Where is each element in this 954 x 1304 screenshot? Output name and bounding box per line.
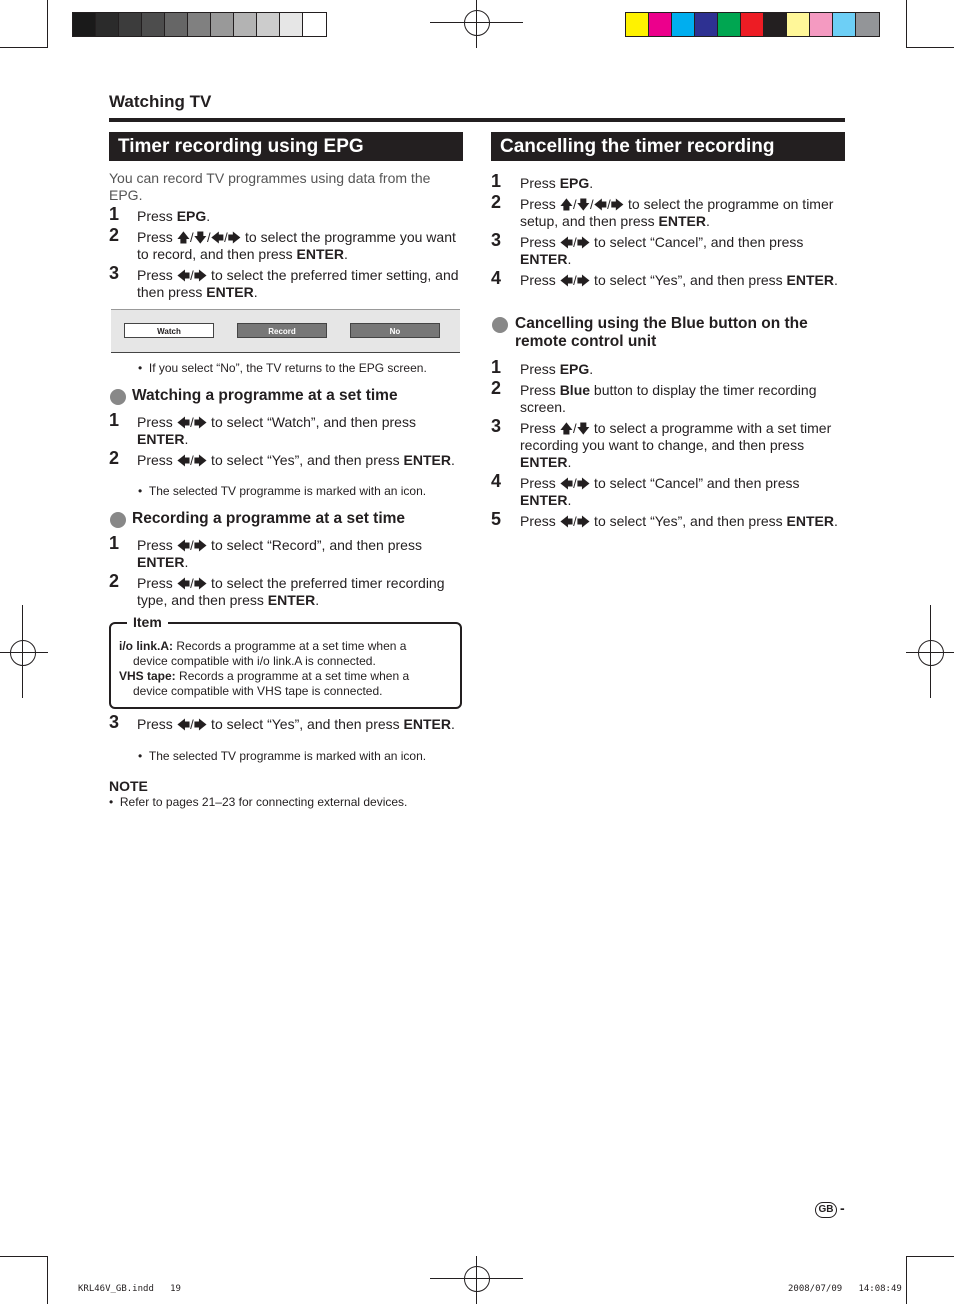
item-box-title: Item: [127, 613, 168, 631]
step-text: Press 🡄/🡆 to select the preferred timer recording type, and then press ENTER.: [137, 575, 445, 608]
crop-mark: [0, 1256, 48, 1257]
crop-mark: [476, 0, 477, 48]
arrow-keys-icon: 🡄/🡆: [559, 273, 591, 288]
color-swatch: [119, 13, 142, 36]
step-text: Press EPG.: [520, 175, 594, 191]
step-number: 1: [109, 204, 120, 224]
step-text: Press Blue button to display the timer recording screen.: [520, 382, 817, 415]
subheading-record: Recording a programme at a set time: [132, 510, 406, 527]
bullet-circle-icon: [110, 512, 126, 528]
crop-mark: [47, 1256, 48, 1304]
step-number: 1: [109, 410, 120, 430]
color-swatch: [626, 13, 649, 36]
step-number: 2: [109, 448, 120, 468]
section-label: Watching TV: [109, 92, 212, 111]
step-number: 1: [491, 171, 502, 191]
crop-mark: [0, 47, 48, 48]
footer-file: KRL46V_GB.indd 19: [78, 1284, 181, 1294]
step-number: 3: [109, 263, 120, 283]
intro-text: You can record TV programmes using data from the EPG.: [109, 170, 431, 203]
color-swatch: [810, 13, 833, 36]
step-number: 3: [491, 230, 502, 250]
color-swatch: [96, 13, 119, 36]
color-swatch: [856, 13, 879, 36]
step-text: Press EPG.: [137, 208, 211, 224]
step-number: 2: [109, 571, 120, 591]
color-swatch: [234, 13, 257, 36]
registration-mark-icon: [918, 640, 944, 666]
arrow-keys-icon: 🡅/🡇: [559, 421, 591, 436]
page-dash: -: [840, 1200, 845, 1216]
item-entry-cont: device compatible with i/o link.A is connected.: [133, 654, 376, 668]
step-number: 3: [109, 712, 120, 732]
heading-timer-recording: Timer recording using EPG: [109, 132, 463, 161]
step-text: Press 🡄/🡆 to select “Cancel”, and then press ENTER.: [520, 234, 804, 267]
step-number: 5: [491, 509, 502, 529]
arrow-keys-icon: 🡅/🡇/🡄/🡆: [559, 197, 625, 212]
step-number: 2: [109, 225, 120, 245]
grayscale-calibration-bar: [72, 12, 327, 37]
item-entry: VHS tape: Records a programme at a set time when a: [119, 669, 410, 683]
registration-mark-icon: [464, 1266, 490, 1292]
bullet-circle-icon: [492, 317, 508, 333]
color-swatch: [257, 13, 280, 36]
arrow-keys-icon: 🡄/🡆: [176, 538, 208, 553]
step-text: Press 🡄/🡆 to select “Watch”, and then press ENTER.: [137, 414, 416, 447]
section-rule: [109, 118, 845, 122]
crop-mark: [906, 0, 907, 48]
arrow-keys-icon: 🡄/🡆: [176, 453, 208, 468]
color-swatch: [833, 13, 856, 36]
step-text: Press 🡄/🡆 to select “Yes”, and then press ENTER.: [137, 452, 455, 468]
subheading-blue-button: Cancelling using the Blue button on the remote control unit: [515, 315, 808, 350]
step-text: Press 🡄/🡆 to select “Yes”, and then press ENTER.: [137, 716, 455, 732]
arrow-keys-icon: 🡄/🡆: [176, 576, 208, 591]
color-swatch: [188, 13, 211, 36]
color-swatch: [142, 13, 165, 36]
color-swatch: [303, 13, 326, 36]
crop-mark: [906, 1256, 954, 1257]
bullet-note: • If you select “No”, the TV returns to the EPG screen.: [138, 361, 427, 375]
crop-mark: [47, 0, 48, 48]
arrow-keys-icon: 🡄/🡆: [176, 268, 208, 283]
record-option[interactable]: Record: [237, 323, 327, 338]
color-swatch: [764, 13, 787, 36]
item-box: [109, 614, 462, 709]
bullet-note: • The selected TV programme is marked with an icon.: [138, 749, 427, 763]
step-number: 4: [491, 471, 502, 491]
crop-mark: [930, 605, 931, 698]
item-entry-cont: device compatible with VHS tape is connected.: [133, 684, 383, 698]
color-swatch: [649, 13, 672, 36]
watch-option[interactable]: Watch: [124, 323, 214, 338]
step-text: Press 🡅/🡇/🡄/🡆 to select the programme you want to record, and then press ENTER.: [137, 229, 456, 262]
step-text: Press 🡄/🡆 to select “Record”, and then press ENTER.: [137, 537, 422, 570]
step-text: Press 🡄/🡆 to select “Yes”, and then press ENTER.: [520, 513, 838, 529]
step-number: 1: [491, 357, 502, 377]
subheading-watch: Watching a programme at a set time: [132, 387, 398, 404]
arrow-keys-icon: 🡄/🡆: [559, 235, 591, 250]
step-number: 1: [109, 533, 120, 553]
color-swatch: [695, 13, 718, 36]
color-swatch: [787, 13, 810, 36]
color-swatch: [165, 13, 188, 36]
step-text: Press 🡅/🡇/🡄/🡆 to select the programme on timer setup, and then press ENTER.: [520, 196, 834, 229]
arrow-keys-icon: 🡄/🡆: [559, 514, 591, 529]
crop-mark: [22, 605, 23, 698]
color-calibration-bar: [625, 12, 880, 37]
crop-mark: [906, 1256, 907, 1304]
color-swatch: [280, 13, 303, 36]
step-text: Press 🡄/🡆 to select the preferred timer setting, and then press ENTER.: [137, 267, 459, 300]
color-swatch: [718, 13, 741, 36]
arrow-keys-icon: 🡄/🡆: [176, 415, 208, 430]
crop-mark: [476, 1256, 477, 1304]
step-number: 3: [491, 416, 502, 436]
color-swatch: [741, 13, 764, 36]
color-swatch: [672, 13, 695, 36]
footer-date: 2008/07/09 14:08:49: [788, 1284, 902, 1294]
color-swatch: [211, 13, 234, 36]
arrow-keys-icon: 🡄/🡆: [176, 717, 208, 732]
item-entry: i/o link.A: Records a programme at a set time when a: [119, 639, 407, 653]
registration-mark-icon: [10, 640, 36, 666]
step-number: 2: [491, 192, 502, 212]
step-text: Press 🡄/🡆 to select “Cancel” and then press ENTER.: [520, 475, 800, 508]
arrow-keys-icon: 🡄/🡆: [559, 476, 591, 491]
step-number: 2: [491, 378, 502, 398]
note-text: • Refer to pages 21–23 for connecting external devices.: [109, 795, 408, 809]
registration-mark-icon: [464, 10, 490, 36]
step-text: Press 🡅/🡇 to select a programme with a set timer recording you want to change, and then press ENTER.: [520, 420, 832, 470]
epg-timer-dialog: [111, 309, 460, 353]
arrow-keys-icon: 🡅/🡇/🡄/🡆: [176, 230, 242, 245]
step-text: Press EPG.: [520, 361, 594, 377]
step-text: Press 🡄/🡆 to select “Yes”, and then press ENTER.: [520, 272, 838, 288]
no-option[interactable]: No: [350, 323, 440, 338]
bullet-circle-icon: [110, 389, 126, 405]
step-number: 4: [491, 268, 502, 288]
gb-language-badge: GB: [815, 1202, 837, 1218]
heading-cancel-timer: Cancelling the timer recording: [491, 132, 845, 161]
bullet-note: • The selected TV programme is marked with an icon.: [138, 484, 427, 498]
color-swatch: [73, 13, 96, 36]
crop-mark: [0, 652, 48, 653]
note-title: NOTE: [109, 778, 148, 794]
crop-mark: [906, 47, 954, 48]
